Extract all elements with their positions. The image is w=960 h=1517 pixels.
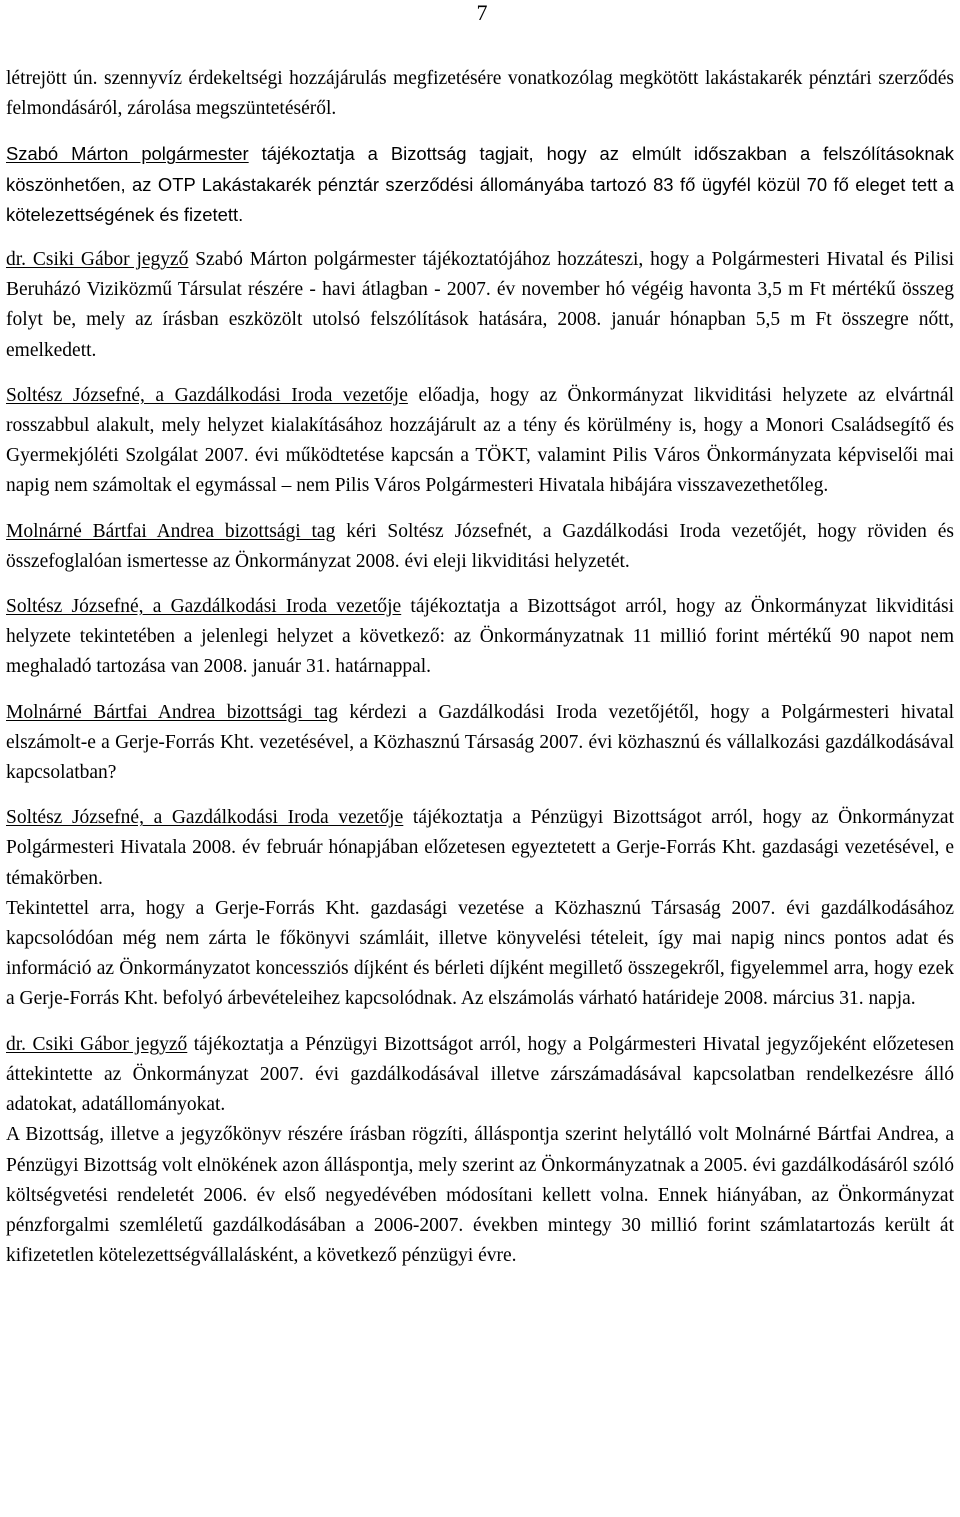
paragraph-7 <box>6 698 954 789</box>
paragraph-3 <box>6 245 954 366</box>
paragraph-5 <box>6 517 954 577</box>
speaker-name: Soltész Józsefné, a Gazdálkodási Iroda vezetője <box>6 596 402 618</box>
paragraph-text: kérdezi a Gazdálkodási Iroda vezetőjétől, hogy a Polgármesteri hivatal elszámolt-e a Gerje-Forrás Kht. vezetésével, a Közhasznú Társaság 2007. évi közhasznú és vállalkozási gazdálkodásával kapcsolatban? <box>6 701 955 784</box>
paragraph-8 <box>6 803 954 894</box>
speaker-name: dr. Csiki Gábor jegyző <box>6 1033 188 1055</box>
paragraph-10 <box>6 1030 954 1121</box>
speaker-name: Szabó Márton polgármester <box>6 143 249 165</box>
speaker-name: dr. Csiki Gábor jegyző <box>6 249 189 271</box>
paragraph-text: tájékoztatja a Pénzügyi Bizottságot arról, hogy az Önkormányzat Polgármesteri Hivatala 2008. év február hónapjában előzetesen egyeztetett a Gerje-Forrás Kht. gazdasági vezetésével, e témakörben. <box>6 807 955 889</box>
paragraph-text: tájékoztatja a Bizottságot arról, hogy az Önkormányzat likviditási helyzete tekintetében a jelenlegi helyzet a következő: az Önkormányzatnak 11 millió forint mértékű 90 napot nem meghaladó tartozása van 2008. január 31. határnappal. <box>6 596 954 678</box>
paragraph-6 <box>6 592 954 683</box>
paragraph-9 <box>6 894 954 1015</box>
page-number: 7 <box>476 0 488 25</box>
speaker-name: Molnárné Bártfai Andrea bizottsági tag <box>6 701 338 723</box>
paragraph-11 <box>6 1120 954 1271</box>
paragraph-text: Tekintettel arra, hogy a Gerje-Forrás Kht. gazdasági vezetése a Közhasznú Társaság 2007. évi gazdálkodásához kapcsolódóan még nem zárta le főkönyvi számláit, illetve könyvelési tételeit, így mai napig nincs pontos adat és információ az Önkormányzatot koncessziós díjként és bérleti díjként megillető összegekről, figyelemmel arra, hogy ezek a Gerje-Forrás Kht. befolyó árbevételeihez kapcsolódnak. Az elszámolás várható határideje 2008. március 31. napja. <box>6 897 954 1010</box>
speaker-name: Molnárné Bártfai Andrea bizottsági tag <box>6 520 336 542</box>
paragraph-text: előadja, hogy az Önkormányzat likviditási helyzete az elvártnál rosszabbul alakult, mely helyzet kialakításához hozzájárult az a tény és körülmény is, hogy a Monori Családsegítő és Gyermekjóléti Szolgálat 2007. évi működtetése kapcsán a TÖKT, valamint Pilis Város Önkormányzata képviselői mai napig nem számoltak el egymással – nem Pilis Város Polgármesteri Hivatala hibájára visszavezethetőleg. <box>6 384 955 497</box>
speaker-name: Soltész Józsefné, a Gazdálkodási Iroda vezetője <box>6 384 408 406</box>
paragraph-text: A Bizottság, illetve a jegyzőkönyv részére írásban rögzíti, álláspontja szerint helytálló volt Molnárné Bártfai Andrea, a Pénzügyi Bizottság volt elnökének azon álláspontja, mely szerint az Önkormányzatnak a 2005. évi gazdálkodásáról szóló költségvetési rendeletét 2006. év első negyedévében módosítani kellett volna. Ennek hiányában, az Önkormányzat pénzforgalmi szemléletű gazdálkodásában a 2006-2007. években mintegy 30 millió forint számlatartozás került át kifizetetlen kötelezettségvállalásként, a következő pénzügyi évre. <box>6 1124 954 1267</box>
document-body <box>6 64 954 1286</box>
paragraph-text: tájékoztatja a Bizottság tagjait, hogy az elmúlt időszakban a felszólításoknak köszönhetően, az OTP Lakástakarék pénztár szerződési állományába tartozó 83 fő ügyfél közül 70 fő eleget tett a kötelezettségének és fizetett. <box>6 143 954 225</box>
paragraph-text: létrejött ún. szennyvíz érdekeltségi hozzájárulás megfizetésére vonatkozólag megkötött lakástakarék pénztári szerződés felmondásáról, zárolása megszüntetéséről. <box>6 68 954 120</box>
paragraph-2 <box>6 139 954 230</box>
paragraph-text: kéri Soltész Józsefnét, a Gazdálkodási Iroda vezetőjét, hogy röviden és összefoglalóan ismertesse az Önkormányzat 2008. évi eleji likviditási helyzetét. <box>6 520 954 572</box>
speaker-name: Soltész Józsefné, a Gazdálkodási Iroda vezetője <box>6 807 404 829</box>
paragraph-4 <box>6 381 954 502</box>
paragraph-text: tájékoztatja a Pénzügyi Bizottságot arról, hogy a Polgármesteri Hivatal jegyzőjeként előzetesen áttekintette az Önkormányzat 2007. évi gazdálkodásával illetve zárszámadásával kapcsolatban rendelkezésre álló adatokat, adatállományokat. <box>6 1033 954 1116</box>
paragraph-text: Szabó Márton polgármester tájékoztatójához hozzáteszi, hogy a Polgármesteri Hivatal és Pilisi Beruházó Viziközmű Társulat részére - havi átlagban - 2007. év november hó végéig havonta 3,5 m Ft mértékű összeg folyt be, mely az írásban eszközölt utolsó felszólítások hatására, 2008. január hónapban 5,5 m Ft összegre nőtt, emelkedett. <box>6 249 955 361</box>
paragraph-1 <box>6 64 954 124</box>
